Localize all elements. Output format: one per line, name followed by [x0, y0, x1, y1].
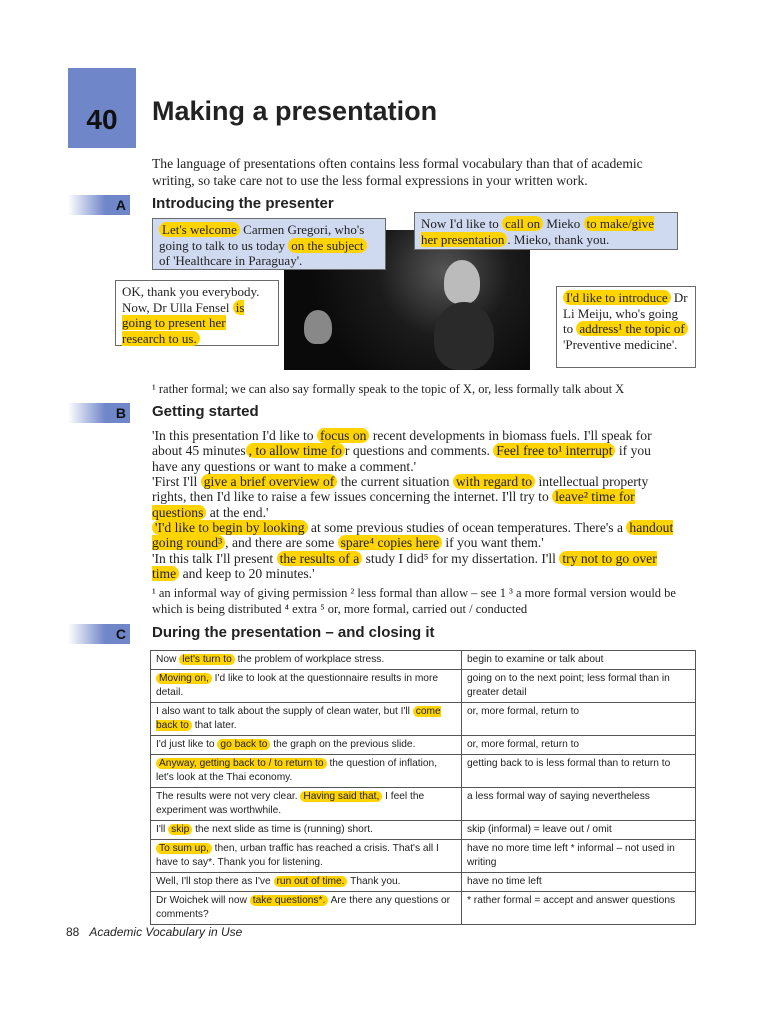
p4-hl2: try not to go over time	[152, 551, 657, 582]
phrase-part: I'll	[156, 824, 169, 835]
phrase-cell	[151, 892, 462, 925]
page-footer	[66, 925, 242, 939]
unit-number-box	[68, 68, 136, 148]
p2-hl2: with regard to	[453, 474, 535, 489]
unit-number: 40	[86, 104, 118, 135]
p4-t3: and keep to 20 minutes.'	[179, 566, 315, 582]
p1-hl1: focus on	[317, 428, 369, 443]
bubble1-hl1: Let's welcome	[159, 222, 240, 237]
bubble2-hl1: call on	[502, 216, 543, 231]
table-row	[151, 736, 696, 755]
p3-t3: if you want them.'	[441, 535, 544, 551]
meaning-cell: * rather formal = accept and answer questions	[462, 892, 696, 925]
phrase-part: that later.	[191, 720, 237, 731]
p2-t2: the current situation	[337, 474, 453, 489]
p2-hl1: give a brief overview of	[201, 474, 338, 489]
meaning-cell: or, more formal, return to	[462, 736, 696, 755]
phrase-part: the problem of workplace stress.	[234, 654, 385, 665]
presenter-figure	[444, 260, 480, 304]
bubble2-t1: Now I'd like to	[421, 216, 503, 231]
phrase-part: then, urban traffic has reached a crisis. That's all I have to say*. Thank you for listening.	[156, 843, 439, 868]
section-b-paragraph-4	[152, 551, 677, 582]
phrase-part: Dr Woichek will now	[156, 895, 250, 906]
table-row	[151, 670, 696, 703]
meaning-cell: getting back to is less formal than to return to	[462, 755, 696, 788]
p3-hl3: spare⁴ copies here	[338, 535, 442, 550]
table-row	[151, 892, 696, 925]
bubble4-t1: Dr Li Meiju, who's going to	[563, 290, 688, 336]
p2-t4: at the end.'	[206, 504, 269, 520]
p2-t1: 'First I'll	[152, 474, 201, 489]
meaning-cell: have no time left	[462, 873, 696, 892]
section-b-paragraph-1	[152, 428, 677, 474]
bubble1-t2: of 'Healthcare in Paraguay'.	[159, 253, 303, 268]
phrase-part: the question of inflation, let's look at the Thai economy.	[156, 758, 438, 783]
phrase-cell	[151, 670, 462, 703]
phrase-part: Are there any questions or comments?	[156, 895, 451, 920]
p1-t1: 'In this presentation I'd like to	[152, 428, 317, 443]
intro-paragraph: The language of presentations often contains less formal vocabulary than that of academic writing, so take care not to use the less formal expressions in your written work.	[152, 156, 643, 188]
phrase-part: the graph on the previous slide.	[270, 739, 416, 750]
bubble4-hl2: address¹ the topic of	[576, 321, 687, 336]
phrase-part: Moving on,	[156, 673, 212, 684]
page-number: 88	[66, 925, 80, 939]
speech-bubble-1	[152, 218, 386, 270]
bubble2-t2: Mieko	[543, 216, 584, 231]
phrase-cell	[151, 651, 462, 670]
p4-t1: 'In this talk I'll present	[152, 551, 277, 566]
phrase-part: I'd like to look at the questionnaire results in more detail.	[156, 673, 439, 698]
section-c-tab: C	[68, 624, 130, 644]
bubble1-hl2: on the subject	[288, 238, 366, 253]
phrases-table	[150, 650, 696, 925]
bubble4-t2: 'Preventive medicine'.	[563, 336, 678, 352]
speech-bubble-4	[556, 286, 696, 368]
meaning-cell: begin to examine or talk about	[462, 651, 696, 670]
section-a-heading: Introducing the presenter	[152, 195, 334, 212]
table-row	[151, 821, 696, 840]
audience-figure	[304, 310, 332, 344]
phrase-part: the next slide as time is (running) short.	[192, 824, 373, 835]
phrase-part: come back to	[156, 706, 441, 731]
p1-t2: recent developments in biomass fuels. I'll speak for about 45 minutes	[152, 428, 652, 459]
bubble3-hl1: is going to present her research to us.	[122, 299, 245, 346]
section-c-heading: During the presentation – and closing it	[152, 624, 435, 641]
section-b-paragraph-2	[152, 474, 677, 520]
bubble3-t1: OK, thank you everybody. Now, Dr Ulla Fensel	[122, 284, 260, 315]
meaning-cell: have no more time left * informal – not used in writing	[462, 840, 696, 873]
section-a-tab: A	[68, 195, 130, 215]
p3-t1: at some previous studies of ocean temperatures. There's a	[307, 520, 627, 535]
phrase-part: skip	[168, 824, 192, 835]
table-row	[151, 788, 696, 821]
meaning-cell: going on to the next point; less formal than in greater detail	[462, 670, 696, 703]
meaning-cell: a less formal way of saying nevertheless	[462, 788, 696, 821]
phrase-cell	[151, 821, 462, 840]
phrase-cell	[151, 703, 462, 736]
phrase-cell	[151, 873, 462, 892]
phrase-part: let's turn to	[179, 654, 235, 665]
phrase-cell	[151, 736, 462, 755]
table-row	[151, 651, 696, 670]
phrase-part: To sum up,	[156, 843, 212, 854]
phrase-part: I feel the experiment was worthwhile.	[156, 791, 425, 816]
p2-t3: intellectual property rights, then I'd like to raise a few issues concerning the internet. I'll try to	[152, 474, 649, 505]
section-b-tab: B	[68, 403, 130, 423]
phrase-part: Having said that,	[300, 791, 382, 802]
p3-hl2: handout going round³	[152, 520, 674, 551]
p3-t2: , and there are some	[225, 535, 338, 551]
table-row	[151, 840, 696, 873]
speech-bubble-3	[115, 280, 279, 346]
p1-t4: if you have any questions or want to make a comment.'	[152, 443, 651, 474]
bubble1-t1: Carmen Gregori, who's going to talk to us today	[159, 222, 365, 253]
phrase-part: I'd just like to	[156, 739, 218, 750]
phrase-part: I also want to talk about the supply of clean water, but I'll	[156, 706, 413, 717]
section-a-footnote: ¹ rather formal; we can also say formally speak to the topic of X, or, less formally talk about X	[152, 382, 625, 396]
p4-t2: study I did⁵ for my dissertation. I'll	[362, 551, 560, 566]
p1-hl3: Feel free to¹ interrupt	[493, 443, 615, 458]
section-b-paragraph-3	[152, 520, 677, 551]
phrase-part: run out of time.	[274, 876, 348, 887]
phrase-cell	[151, 840, 462, 873]
book-title: Academic Vocabulary in Use	[89, 925, 243, 939]
phrase-part: Anyway, getting back to / to return to	[156, 758, 327, 769]
page-title: Making a presentation	[152, 96, 438, 126]
presenter-body	[434, 302, 494, 370]
table-row	[151, 703, 696, 736]
phrase-part: Thank you.	[347, 876, 401, 887]
section-b-heading: Getting started	[152, 403, 259, 420]
phrase-part: Well, I'll stop there as I've	[156, 876, 274, 887]
phrase-part: take questions*.	[250, 895, 329, 906]
meaning-cell: skip (informal) = leave out / omit	[462, 821, 696, 840]
bubble2-hl2: to make/give her presentation	[421, 216, 655, 247]
phrase-cell	[151, 755, 462, 788]
table-row	[151, 755, 696, 788]
p1-hl2: , to allow time fo	[246, 443, 345, 458]
p3-hl1: 'I'd like to begin by looking	[152, 520, 308, 535]
p1-t3: r questions and comments.	[344, 443, 494, 459]
p2-hl3: leave² time for questions	[152, 489, 635, 520]
phrase-cell	[151, 788, 462, 821]
bubble2-t3: . Mieko, thank you.	[507, 231, 610, 247]
phrase-part: Now	[156, 654, 180, 665]
p4-hl1: the results of a	[277, 551, 363, 566]
bubble4-hl1: I'd like to introduce	[563, 290, 671, 305]
phrase-part: go back to	[217, 739, 270, 750]
speech-bubble-2	[414, 212, 678, 250]
phrase-part: The results were not very clear.	[156, 791, 301, 802]
meaning-cell: or, more formal, return to	[462, 703, 696, 736]
table-row	[151, 873, 696, 892]
section-b-footnote: ¹ an informal way of giving permission ² less formal than allow – see 1 ³ a more formal version would be which is being distributed ⁴ extra ⁵ or, more formal, carried out / conducted	[152, 586, 676, 616]
